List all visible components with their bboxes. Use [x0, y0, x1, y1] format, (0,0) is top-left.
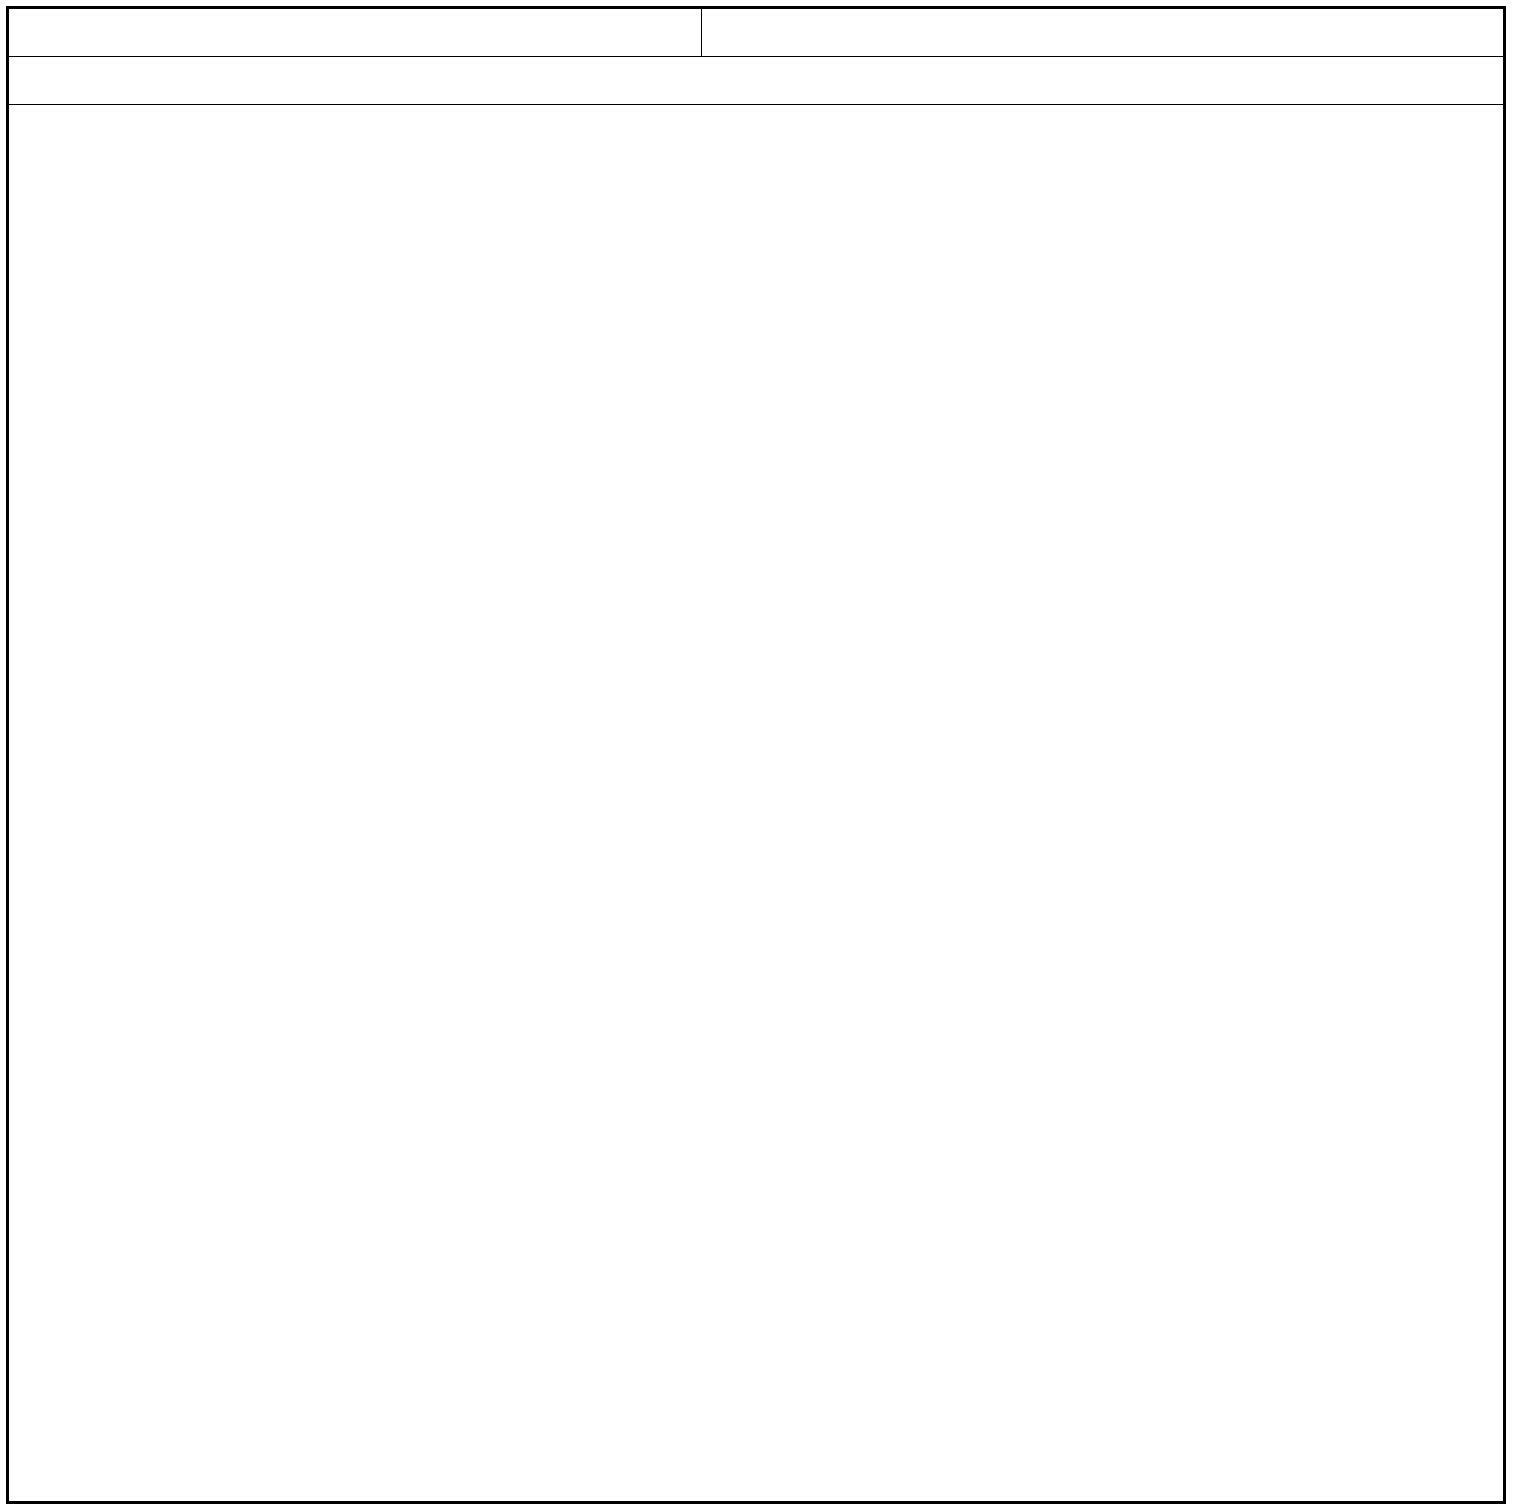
diagnosis-table	[6, 6, 1506, 1504]
routine-title	[9, 57, 1503, 104]
table-header	[9, 9, 1503, 57]
routine-row	[9, 57, 1503, 105]
